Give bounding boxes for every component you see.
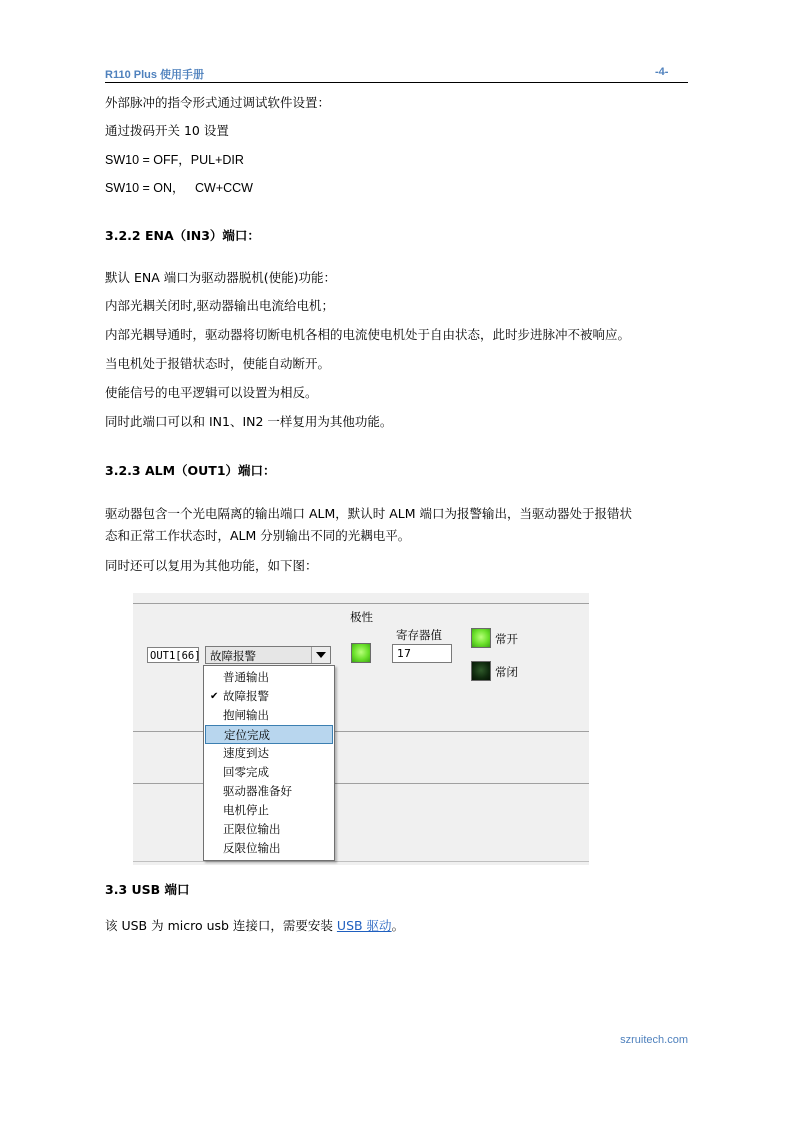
paragraph: 通过拨码开关 10 设置 — [105, 123, 229, 138]
paragraph: SW10 = ON， CW+CCW — [105, 181, 253, 195]
register-label: 寄存器值 — [396, 628, 442, 642]
section-heading-alm: 3.2.3 ALM（OUT1）端口： — [105, 463, 276, 478]
usb-driver-link[interactable]: USB 驱动 — [336, 918, 392, 933]
normally-open-indicator — [471, 628, 491, 648]
polarity-label: 极性 — [350, 610, 373, 624]
chevron-down-icon[interactable] — [311, 647, 330, 663]
menu-item-checked[interactable] — [205, 687, 333, 706]
check-icon: ✔ — [210, 691, 219, 702]
divider — [133, 861, 589, 862]
menu-item[interactable]: 普通输出 — [223, 670, 269, 684]
paragraph: 使能信号的电平逻辑可以设置为相反。 — [105, 385, 318, 400]
paragraph: 态和正常工作状态时，ALM 分别输出不同的光耦电平。 — [105, 528, 411, 543]
function-dropdown-menu — [203, 665, 335, 861]
normally-open-label: 常开 — [495, 632, 518, 646]
menu-item-label: 故障报警 — [223, 689, 269, 703]
paragraph: 默认 ENA 端口为驱动器脱机(使能)功能： — [105, 270, 337, 285]
divider — [133, 603, 589, 604]
selected-function: 故障报警 — [210, 649, 256, 663]
usb-text: 该 USB 为 micro usb 连接口，需要安装 — [105, 918, 333, 933]
menu-item[interactable]: 驱动器准备好 — [223, 784, 292, 798]
divider — [133, 783, 589, 784]
paragraph: 同时此端口可以和 IN1、IN2 一样复用为其他功能。 — [105, 414, 393, 429]
paragraph: 当电机处于报错状态时，使能自动断开。 — [105, 356, 331, 371]
section-heading-ena: 3.2.2 ENA（IN3）端口： — [105, 228, 260, 243]
port-label: OUT1[66] — [147, 647, 199, 663]
normally-closed-label: 常闭 — [495, 665, 518, 679]
register-value-input[interactable]: 17 — [392, 644, 452, 663]
divider — [133, 731, 589, 732]
normally-closed-indicator — [471, 661, 491, 681]
menu-item[interactable]: 抱闸输出 — [223, 708, 269, 722]
menu-item-highlighted[interactable]: 定位完成 — [205, 725, 333, 744]
menu-item[interactable]: 反限位输出 — [223, 841, 281, 855]
paragraph — [105, 918, 404, 934]
footer-website: szruitech.com — [620, 1034, 688, 1046]
header-divider — [105, 82, 688, 83]
paragraph: 外部脉冲的指令形式通过调试软件设置： — [105, 95, 331, 110]
output-function-select[interactable] — [205, 646, 331, 664]
polarity-indicator[interactable] — [351, 643, 371, 663]
paragraph: 同时还可以复用为其他功能，如下图： — [105, 558, 318, 573]
paragraph: 驱动器包含一个光电隔离的输出端口 ALM，默认时 ALM 端口为报警输出，当驱动器处于报错状 — [105, 506, 633, 521]
paragraph: 内部光耦关闭时,驱动器输出电流给电机； — [105, 298, 334, 313]
usb-text-end: 。 — [391, 918, 405, 933]
paragraph: 内部光耦导通时，驱动器将切断电机各相的电流使电机处于自由状态，此时步进脉冲不被响应。 — [105, 327, 631, 342]
output-config-screenshot — [133, 593, 589, 865]
menu-item[interactable]: 回零完成 — [223, 765, 269, 779]
menu-item[interactable]: 速度到达 — [223, 746, 269, 760]
menu-item[interactable]: 正限位输出 — [223, 822, 281, 836]
header-title: R110 Plus 使用手册 — [105, 69, 205, 81]
page-number: -4- — [655, 66, 669, 78]
section-heading-usb: 3.3 USB 端口 — [105, 882, 190, 897]
paragraph: SW10 = OFF，PUL+DIR — [105, 153, 244, 167]
menu-item[interactable]: 电机停止 — [223, 803, 269, 817]
